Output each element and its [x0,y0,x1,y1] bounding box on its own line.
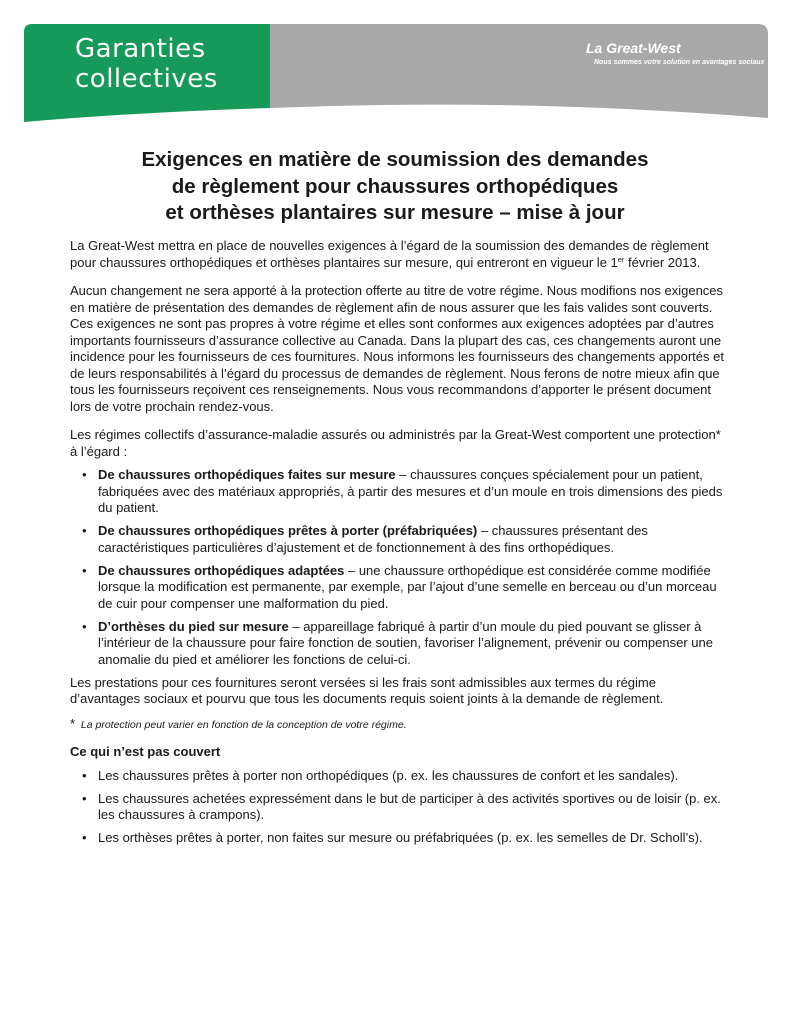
list-item [70,619,726,669]
list-item [70,791,726,824]
covered-items-list [70,467,726,668]
document-title-line2: de règlement pour chaussures orthopédiques [171,174,619,198]
intro-text: La Great-West mettra en place de nouvelles exigences à l’égard de la soumission des demandes de règlement pour chaussures orthopédiques et orthèses plantaires sur mesure, qui entreront en vigueur le 1 [70,238,709,270]
footnote [70,716,726,734]
coverage-intro-paragraph: Les régimes collectifs d’assurance-maladie assurés ou administrés par la Great-West comportent une protection* à l’égard : [70,427,721,459]
brand-swoosh-icon [0,0,130,22]
list-item [70,768,726,785]
item-description: – une chaussure orthopédique est considérée comme modifiée lorsque la modification est permanente, par exemple, par l’ajout d’une semelle en berceau ou d’un morceau de cuir pour compenser une malformation du pied. [98,562,717,611]
item-term: D’orthèses du pied sur mesure [98,618,289,634]
changes-paragraph: Aucun changement ne sera apporté à la protection offerte au titre de votre régime. Nous modifions nos exigences en matière de présentation des demandes de règlement afin de nous assurer que les fais valides sont couverts. Ces exigences ne sont pas propres à votre régime et elles sont conformes aux exigences adoptées par d’autres importants fournisseurs d’assurance collective au Canada. Dans la plupart des cas, ces changements auront une incidence pour les fournisseurs de ces fournitures. Nous informons les fournisseurs des changements apportés et de leurs responsabilités à l’égard du processus de demandes de règlement. Nous ferons de notre mieux afin que tous les fournisseurs reçoivent ces renseignements. Nous vous recommandons d’apporter le présent document lors de votre prochain rendez-vous. [70,283,724,414]
item-term: De chaussures orthopédiques adaptées [98,562,345,578]
header-title-line1: Garanties [75,34,206,64]
list-item [70,563,726,613]
document-body [70,238,726,853]
item-description: – chaussures conçues spécialement pour un patient, fabriquées avec des matériaux appropriés, à partir des mesures et d’un moule en trois dimensions des pieds du patient. [98,467,723,515]
not-covered-heading: Ce qui n’est pas couvert [70,744,221,759]
item-description: – chaussures présentant des caractéristiques particulières d’ajustement et de fonctionnement à des fins orthopédiques. [98,523,648,555]
intro-superscript: er [617,254,625,264]
intro-date-text: février 2013. [624,254,701,270]
item-text: Les orthèses prêtes à porter, non faites sur mesure ou préfabriquées (p. ex. les semelles de Dr. Scholl’s). [98,830,703,845]
list-item [70,467,726,517]
document-title-line3: et orthèses plantaires sur mesure – mise à jour [165,201,625,224]
item-term: De chaussures orthopédiques faites sur mesure [98,467,396,482]
footnote-text: La protection peut varier en fonction de la conception de votre régime. [80,718,407,731]
bullet-icon: • [82,830,87,845]
page-header [0,0,791,125]
header-title [75,34,218,94]
list-item [70,830,726,847]
bullet-icon: • [82,790,87,806]
brand-tagline: Nous sommes votre solution en avantages sociaux [594,59,765,66]
list-item [70,523,726,556]
bullet-icon: • [82,767,87,783]
benefits-paragraph: Les prestations pour ces fournitures seront versées si les frais sont admissibles aux termes du régime d’avantages sociaux et pourvu que tous les documents requis soient joints à la demande de règlement. [70,674,664,706]
not-covered-list [70,768,726,847]
bullet-icon: • [82,562,87,578]
header-gray-panel [270,24,768,118]
footnote-asterisk: * [70,715,76,731]
item-text: Les chaussures prêtes à porter non orthopédiques (p. ex. les chaussures de confort et les sandales). [98,767,679,783]
intro-paragraph [70,238,726,271]
bullet-icon: • [82,618,87,634]
header-title-line2: collectives [75,64,218,94]
document-title-line1: Exigences en matière de soumission des demandes [141,148,649,171]
item-text: Les chaussures achetées expressément dans le but de participer à des activités sportives ou de loisir (p. ex. les chaussures à crampons). [98,790,721,822]
bullet-icon: • [82,523,87,538]
item-description: – appareillage fabriqué à partir d’un moule du pied pouvant se glisser à l’intérieur de la chaussure pour faire fonction de soutien, favoriser l’alignement, prévenir ou compenser une anomalie du pied et améliorer les fonctions de celui-ci. [98,618,713,667]
item-term: De chaussures orthopédiques prêtes à porter (préfabriquées) [98,523,478,538]
brand-logo-text: La Great-West [586,40,681,56]
document-title [70,147,720,227]
bullet-icon: • [82,467,87,482]
